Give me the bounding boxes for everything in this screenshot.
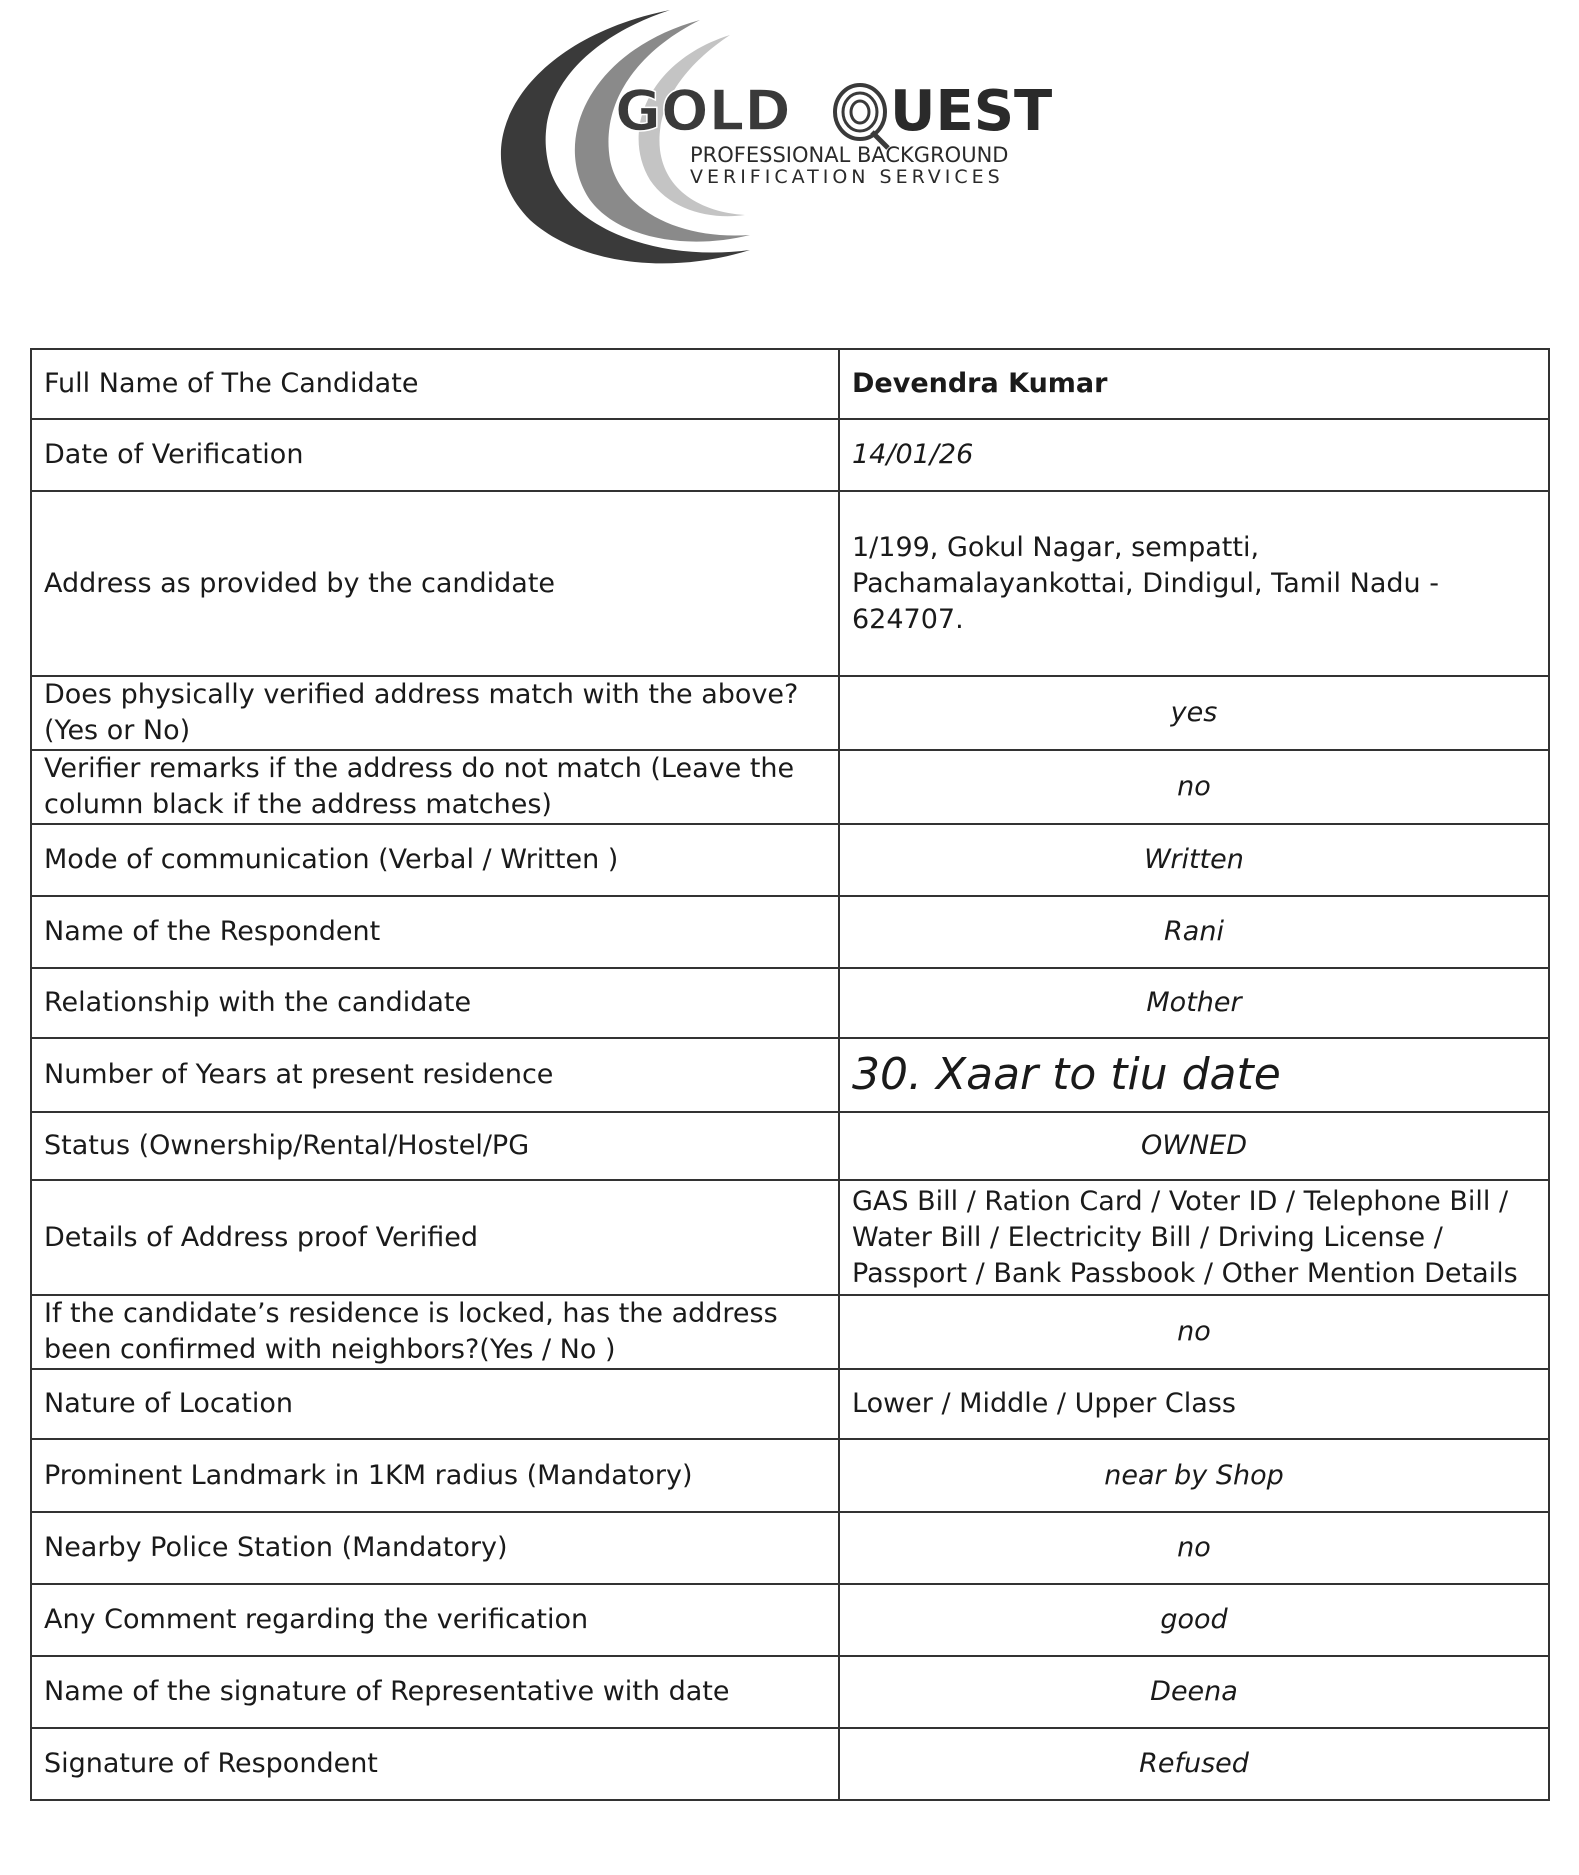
table-row: [31, 968, 1549, 1038]
field-label: Signature of Respondent: [31, 1728, 839, 1800]
location-class-options: Lower / Middle / Upper Class: [839, 1369, 1549, 1439]
field-label: Nature of Location: [31, 1369, 839, 1439]
field-label: Verifier remarks if the address do not match (Leave the column black if the address matches): [31, 750, 839, 824]
logo-tagline-1: PROFESSIONAL BACKGROUND: [690, 143, 1009, 167]
table-row: [31, 896, 1549, 968]
neighbor-confirmation-value: no: [839, 1295, 1549, 1369]
table-row: [31, 1295, 1549, 1369]
field-label: Nearby Police Station (Mandatory): [31, 1512, 839, 1584]
table-row: [31, 1180, 1549, 1295]
logo-brand-right: UEST: [890, 79, 1053, 144]
landmark-value: near by Shop: [839, 1439, 1549, 1512]
table-row: [31, 491, 1549, 676]
table-row: [31, 349, 1549, 419]
field-label: Mode of communication (Verbal / Written ): [31, 824, 839, 896]
relationship-value: Mother: [839, 968, 1549, 1038]
field-label: Status (Ownership/Rental/Hostel/PG: [31, 1112, 839, 1180]
table-row: [31, 1512, 1549, 1584]
table-row: [31, 1112, 1549, 1180]
communication-mode-value: Written: [839, 824, 1549, 896]
respondent-name-value: Rani: [839, 896, 1549, 968]
field-label: Date of Verification: [31, 419, 839, 491]
company-logo: [460, 0, 1180, 280]
logo-swoosh-icon: [460, 0, 1180, 280]
table-row: [31, 750, 1549, 824]
candidate-address-value: 1/199, Gokul Nagar, sempatti, Pachamalayankottai, Dindigul, Tamil Nadu - 624707.: [839, 491, 1549, 676]
verifier-remarks-value: no: [839, 750, 1549, 824]
verification-comment-value: good: [839, 1584, 1549, 1656]
field-label: Full Name of The Candidate: [31, 349, 839, 419]
address-match-value: yes: [839, 676, 1549, 750]
logo-brand-left: GOLD: [615, 79, 791, 144]
police-station-value: no: [839, 1512, 1549, 1584]
table-row: [31, 1439, 1549, 1512]
logo-tagline-2: VERIFICATION SERVICES: [690, 166, 1004, 188]
table-row: [31, 1038, 1549, 1112]
table-row: [31, 1584, 1549, 1656]
field-label: Name of the Respondent: [31, 896, 839, 968]
field-label: Any Comment regarding the verification: [31, 1584, 839, 1656]
field-label: Details of Address proof Verified: [31, 1180, 839, 1295]
field-label: Address as provided by the candidate: [31, 491, 839, 676]
table-row: [31, 419, 1549, 491]
field-label: If the candidate’s residence is locked, has the address been confirmed with neighbors?(Yes / No ): [31, 1295, 839, 1369]
candidate-name-value: Devendra Kumar: [839, 349, 1549, 419]
table-row: [31, 676, 1549, 750]
table-row: [31, 824, 1549, 896]
representative-signature-value: Deena: [839, 1656, 1549, 1728]
field-label: Number of Years at present residence: [31, 1038, 839, 1112]
field-label: Does physically verified address match with the above? (Yes or No): [31, 676, 839, 750]
verification-form-table: [30, 348, 1550, 1801]
table-row: [31, 1369, 1549, 1439]
fingerprint-icon: [835, 85, 888, 148]
field-label: Prominent Landmark in 1KM radius (Mandatory): [31, 1439, 839, 1512]
ownership-status-value: OWNED: [839, 1112, 1549, 1180]
field-label: Name of the signature of Representative with date: [31, 1656, 839, 1728]
years-at-residence-value: 30. Xaar to tiu date: [839, 1038, 1549, 1112]
table-row: [31, 1656, 1549, 1728]
verification-date-value: 14/01/26: [839, 419, 1549, 491]
address-proof-options: GAS Bill / Ration Card / Voter ID / Telephone Bill / Water Bill / Electricity Bill / Driving License / Passport / Bank Passbook / Other Mention Details: [839, 1180, 1549, 1295]
table-row: [31, 1728, 1549, 1800]
field-label: Relationship with the candidate: [31, 968, 839, 1038]
respondent-signature-value: Refused: [839, 1728, 1549, 1800]
